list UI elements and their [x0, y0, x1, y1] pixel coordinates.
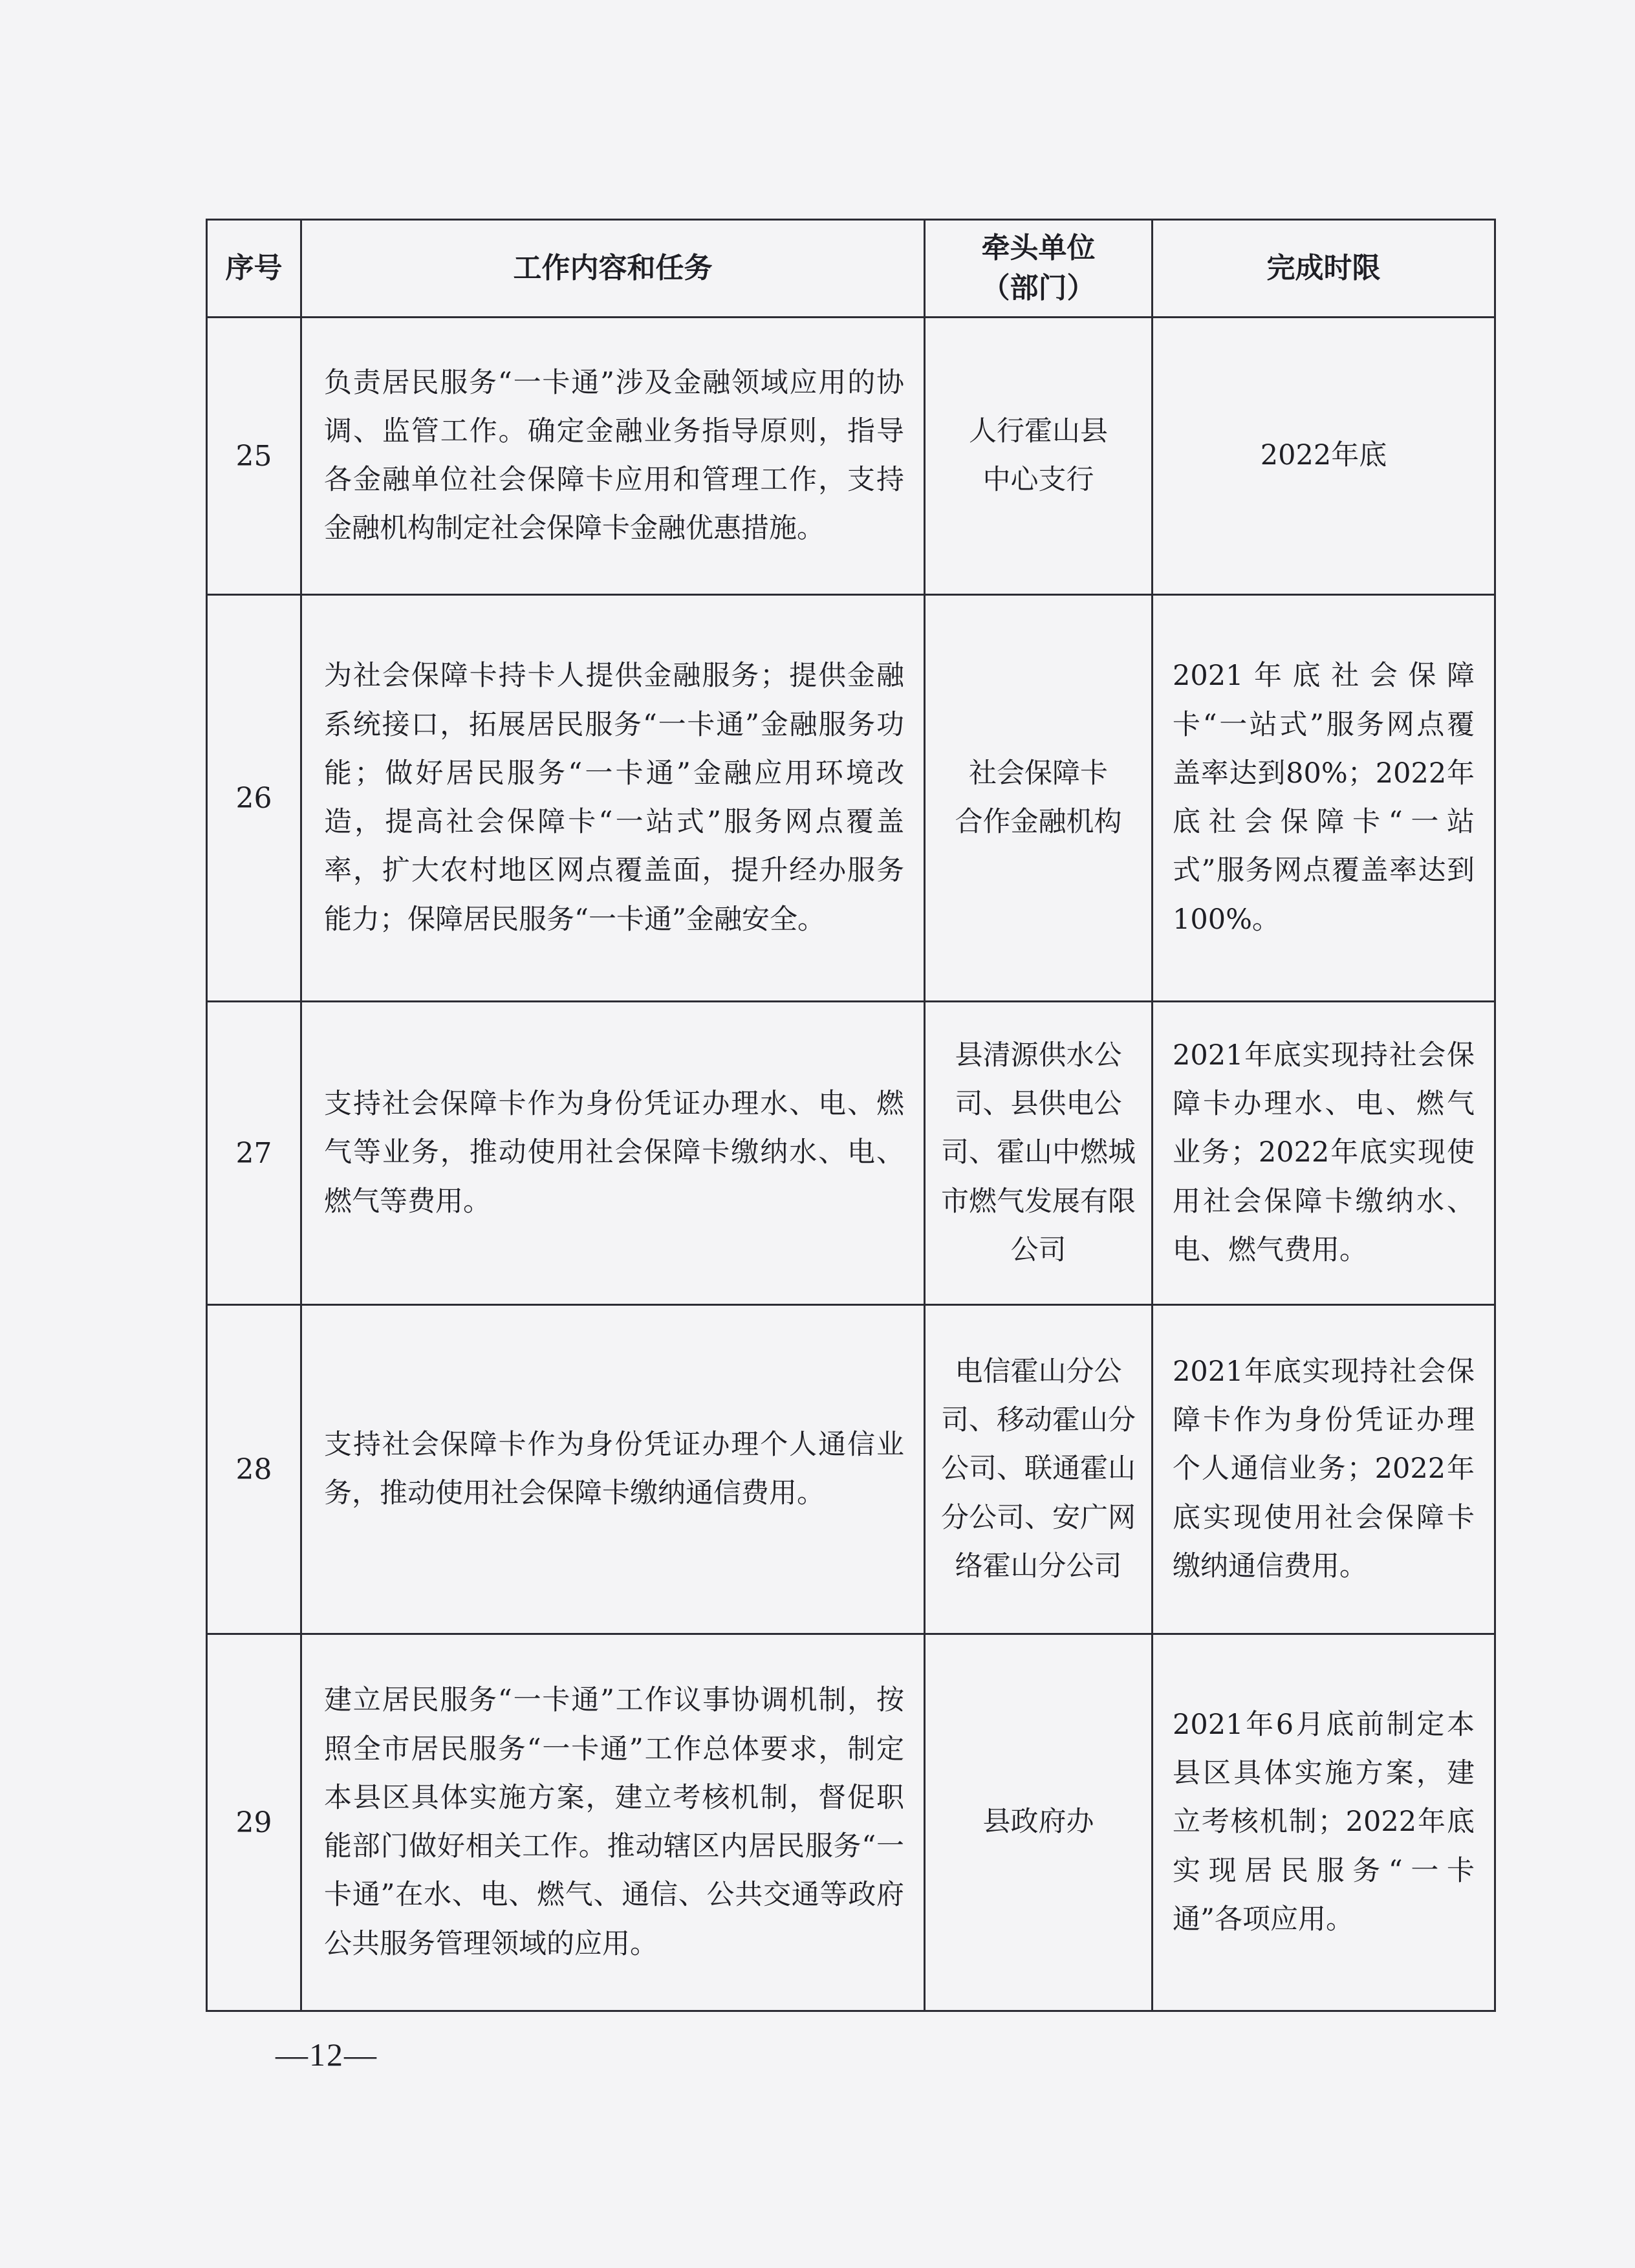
task-cell: 建立居民服务“一卡通”工作议事协调机制，按照全市居民服务“一卡通”工作总体要求，制定本县区具体实施方案，建立考核机制，督促职能部门做好相关工作。推动辖区内居民服务“一卡通”在水、电、燃气、通信、公共交通等政府公共服务管理领域的应用。 — [301, 1634, 925, 2011]
task-cell: 支持社会保障卡作为身份凭证办理水、电、燃气等业务，推动使用社会保障卡缴纳水、电、燃气等费用。 — [301, 1002, 925, 1305]
header-deadline: 完成时限 — [1153, 220, 1495, 318]
dept-cell: 电信霍山分公司、移动霍山分公司、联通霍山分公司、安广网络霍山分公司 — [925, 1305, 1153, 1634]
header-dept: 牵头单位 （部门） — [925, 220, 1153, 318]
dept-cell: 社会保障卡 合作金融机构 — [925, 595, 1153, 1002]
table-row — [207, 1305, 1495, 1634]
header-seq: 序号 — [207, 220, 301, 318]
deadline-cell: 2021年6月底前制定本县区具体实施方案，建立考核机制；2022年底实现居民服务“一卡通”各项应用。 — [1153, 1634, 1495, 2011]
task-table — [206, 219, 1496, 2012]
table-row — [207, 1002, 1495, 1305]
dept-cell: 县政府办 — [925, 1634, 1153, 2011]
task-cell: 负责居民服务“一卡通”涉及金融领域应用的协调、监管工作。确定金融业务指导原则，指导各金融单位社会保障卡应用和管理工作，支持金融机构制定社会保障卡金融优惠措施。 — [301, 318, 925, 595]
table-row — [207, 318, 1495, 595]
deadline-cell: 2021年底实现持社会保障卡作为身份凭证办理个人通信业务；2022年底实现使用社会保障卡缴纳通信费用。 — [1153, 1305, 1495, 1634]
header-row — [207, 220, 1495, 318]
task-cell: 支持社会保障卡作为身份凭证办理个人通信业务，推动使用社会保障卡缴纳通信费用。 — [301, 1305, 925, 1634]
dept-cell: 县清源供水公司、县供电公司、霍山中燃城市燃气发展有限公司 — [925, 1002, 1153, 1305]
deadline-cell: 2021年底社会保障卡“一站式”服务网点覆盖率达到80%；2022年底社会保障卡“一站式”服务网点覆盖率达到100%。 — [1153, 595, 1495, 1002]
page-number: —12— — [276, 2036, 378, 2073]
seq-cell: 29 — [207, 1634, 301, 2011]
dept-cell: 人行霍山县 中心支行 — [925, 318, 1153, 595]
seq-cell: 28 — [207, 1305, 301, 1634]
seq-cell: 26 — [207, 595, 301, 1002]
seq-cell: 27 — [207, 1002, 301, 1305]
table-row — [207, 1634, 1495, 2011]
seq-cell: 25 — [207, 318, 301, 595]
deadline-cell: 2022年底 — [1153, 318, 1495, 595]
header-task: 工作内容和任务 — [301, 220, 925, 318]
table-body — [207, 318, 1495, 2011]
table-row — [207, 595, 1495, 1002]
deadline-cell: 2021年底实现持社会保障卡办理水、电、燃气业务；2022年底实现使用社会保障卡缴纳水、电、燃气费用。 — [1153, 1002, 1495, 1305]
table-header — [207, 220, 1495, 318]
task-cell: 为社会保障卡持卡人提供金融服务；提供金融系统接口，拓展居民服务“一卡通”金融服务功能；做好居民服务“一卡通”金融应用环境改造，提高社会保障卡“一站式”服务网点覆盖率，扩大农村地区网点覆盖面，提升经办服务能力；保障居民服务“一卡通”金融安全。 — [301, 595, 925, 1002]
